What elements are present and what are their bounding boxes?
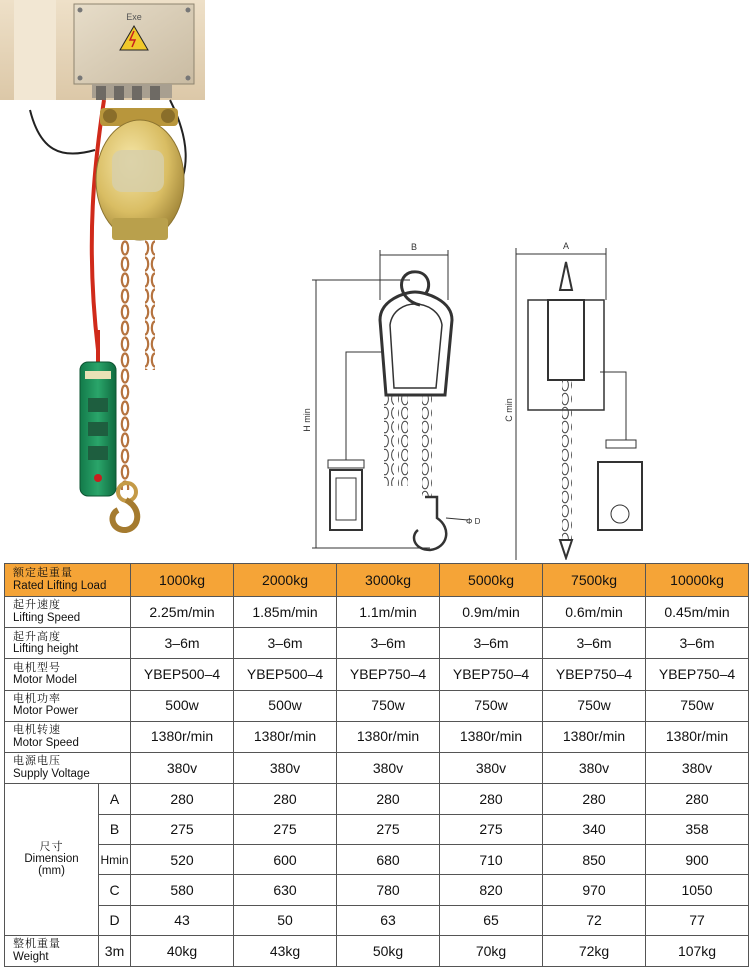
table-cell: 380v	[543, 752, 646, 783]
table-cell: 280	[131, 784, 234, 815]
table-cell: 780	[337, 875, 440, 905]
table-cell: 820	[440, 875, 543, 905]
table-cell: 3–6m	[234, 628, 337, 659]
table-row	[5, 597, 749, 628]
table-cell: 750w	[646, 690, 749, 721]
table-cell: 1380r/min	[234, 721, 337, 752]
table-cell: 3–6m	[440, 628, 543, 659]
table-cell: 600	[234, 845, 337, 875]
table-cell: 1.1m/min	[337, 597, 440, 628]
table-cell: 275	[337, 815, 440, 845]
table-cell: YBEP500–4	[234, 659, 337, 690]
table-cell: 1.85m/min	[234, 597, 337, 628]
table-cell: 2.25m/min	[131, 597, 234, 628]
table-row	[5, 935, 749, 966]
row-label: 电机功率 Motor Power	[5, 690, 131, 721]
table-cell: 3–6m	[646, 628, 749, 659]
table-cell: YBEP750–4	[337, 659, 440, 690]
header-label: 额定起重量 Rated Lifting Load	[5, 564, 131, 597]
table-cell: 900	[646, 845, 749, 875]
table-cell: 580	[131, 875, 234, 905]
table-cell: 275	[234, 815, 337, 845]
header-cell: 3000kg	[337, 564, 440, 597]
table-cell: 1380r/min	[440, 721, 543, 752]
row-label: 电机型号 Motor Model	[5, 659, 131, 690]
table-cell: 1380r/min	[337, 721, 440, 752]
table-cell: 380v	[131, 752, 234, 783]
table-cell: 40kg	[131, 935, 234, 966]
dim-h-label: H min	[302, 408, 312, 432]
header-row	[5, 564, 749, 597]
table-cell: 0.6m/min	[543, 597, 646, 628]
table-cell: 77	[646, 905, 749, 935]
table-cell: YBEP500–4	[131, 659, 234, 690]
table-cell: 500w	[131, 690, 234, 721]
table-row	[5, 875, 749, 905]
table-cell: 50	[234, 905, 337, 935]
table-cell: 850	[543, 845, 646, 875]
table-cell: 380v	[337, 752, 440, 783]
table-cell: YBEP750–4	[646, 659, 749, 690]
table-cell: 750w	[543, 690, 646, 721]
dim-key: A	[99, 784, 131, 815]
table-cell: 1050	[646, 875, 749, 905]
box-label: Exe	[126, 12, 142, 22]
row-label: 起升速度 Lifting Speed	[5, 597, 131, 628]
table-cell: 280	[337, 784, 440, 815]
table-row	[5, 752, 749, 783]
table-cell: 280	[543, 784, 646, 815]
row-label: 起升高度 Lifting height	[5, 628, 131, 659]
table-cell: 70kg	[440, 935, 543, 966]
table-cell: 72	[543, 905, 646, 935]
table-cell: 50kg	[337, 935, 440, 966]
table-cell: 275	[131, 815, 234, 845]
side-view-drawing	[504, 241, 642, 560]
table-cell: 0.9m/min	[440, 597, 543, 628]
table-cell: 750w	[440, 690, 543, 721]
table-row	[5, 845, 749, 875]
dimension-label: 尺寸 Dimension (mm)	[5, 784, 99, 936]
table-cell: 107kg	[646, 935, 749, 966]
weight-label: 整机重量 Weight	[5, 935, 99, 966]
table-cell: 280	[440, 784, 543, 815]
table-cell: 680	[337, 845, 440, 875]
table-row	[5, 905, 749, 935]
dim-d-label: Φ D	[466, 517, 481, 526]
row-label: 电机转速 Motor Speed	[5, 721, 131, 752]
table-cell: 3–6m	[131, 628, 234, 659]
header-cell: 1000kg	[131, 564, 234, 597]
table-cell: 750w	[337, 690, 440, 721]
table-cell: 1380r/min	[646, 721, 749, 752]
table-cell: 500w	[234, 690, 337, 721]
table-cell: 63	[337, 905, 440, 935]
table-cell: 280	[646, 784, 749, 815]
table-cell: 1380r/min	[131, 721, 234, 752]
table-row	[5, 659, 749, 690]
table-cell: 710	[440, 845, 543, 875]
header-cell: 10000kg	[646, 564, 749, 597]
table-row	[5, 784, 749, 815]
table-cell: YBEP750–4	[440, 659, 543, 690]
table-cell: 358	[646, 815, 749, 845]
hoist-photo	[0, 0, 205, 530]
table-cell: 65	[440, 905, 543, 935]
table-cell: 520	[131, 845, 234, 875]
table-cell: 1380r/min	[543, 721, 646, 752]
dim-a-label: A	[562, 241, 570, 251]
table-cell: 630	[234, 875, 337, 905]
table-cell: 380v	[440, 752, 543, 783]
table-cell: YBEP750–4	[543, 659, 646, 690]
dim-key: B	[99, 815, 131, 845]
table-cell: 72kg	[543, 935, 646, 966]
table-cell: 380v	[646, 752, 749, 783]
table-cell: 380v	[234, 752, 337, 783]
dim-c-label: C min	[504, 398, 514, 422]
header-cell: 5000kg	[440, 564, 543, 597]
front-view-drawing	[302, 242, 481, 550]
dim-key: D	[99, 905, 131, 935]
table-cell: 43kg	[234, 935, 337, 966]
table-row	[5, 815, 749, 845]
table-cell: 3–6m	[543, 628, 646, 659]
weight-key: 3m	[99, 935, 131, 966]
table-row	[5, 721, 749, 752]
table-row	[5, 690, 749, 721]
table-cell: 280	[234, 784, 337, 815]
table-cell: 0.45m/min	[646, 597, 749, 628]
dim-key: C	[99, 875, 131, 905]
row-label: 电源电压 Supply Voltage	[5, 752, 131, 783]
header-cell: 2000kg	[234, 564, 337, 597]
table-cell: 340	[543, 815, 646, 845]
spec-table	[4, 563, 749, 967]
table-row	[5, 628, 749, 659]
table-cell: 275	[440, 815, 543, 845]
table-cell: 3–6m	[337, 628, 440, 659]
table-cell: 43	[131, 905, 234, 935]
dim-key: Hmin	[99, 845, 131, 875]
dim-b-label: B	[410, 242, 418, 252]
header-cell: 7500kg	[543, 564, 646, 597]
table-cell: 970	[543, 875, 646, 905]
